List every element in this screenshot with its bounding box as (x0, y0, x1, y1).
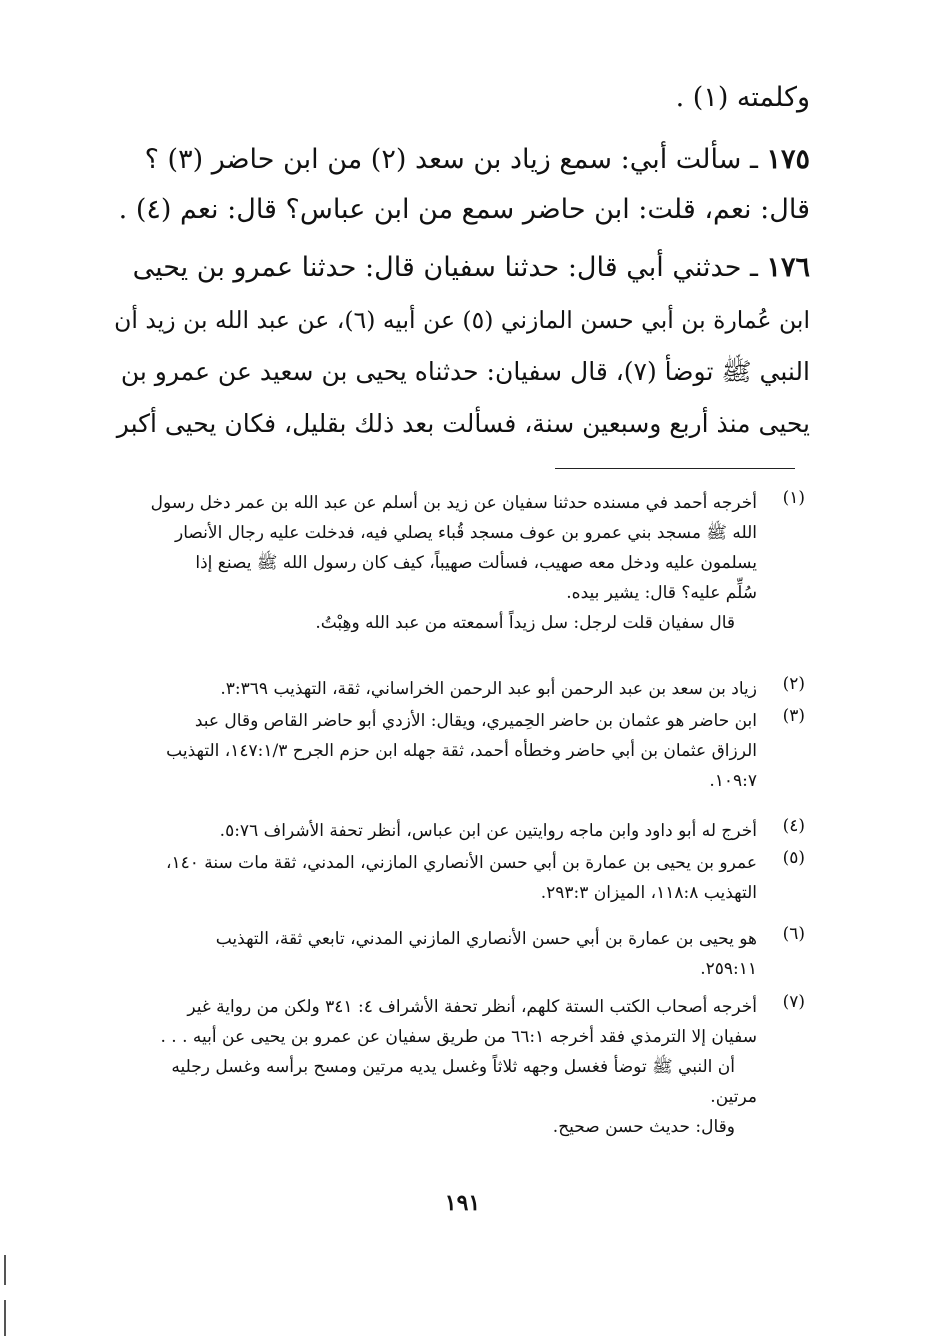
footnote-line: التهذيب ١١٨:٨، الميزان ٢٩٣:٣. (540, 883, 757, 903)
entry-176-line-1 (110, 248, 810, 288)
footnote-line: الله ﷺ مسجد بني عمرو بن عوف مسجد قُباء يصلي فيه، فدخلت عليه رجال الأنصار (175, 523, 757, 543)
footnote-line: هو يحيى بن عمارة بن أبي حسن الأنصاري المازني المدني، تابعي ثقة، التهذيب (215, 929, 757, 949)
page-number: ١٩١ (444, 1190, 481, 1216)
footnote-line: الرزاق عثمان بن أبي حاضر وخطأه أحمد، ثقة جهله ابن حزم الجرح ١٤٧:١/٣، التهذيب (166, 741, 757, 761)
entry-176-line-2: ابن عُمارة بن أبي حسن المازني (٥) عن أبيه (٦)، عن عبد الله بن زيد أن (114, 306, 810, 334)
header-text: وكلمته (١) . (675, 82, 810, 113)
footnote-number: (٣) (782, 706, 805, 726)
footnote-body (120, 992, 757, 1142)
footnote-line: وقال: حديث حسن صحيح. (552, 1117, 735, 1137)
footnote-number: (٢) (782, 674, 805, 694)
footnote-line: سُلِّم عليه؟ قال: يشير بيده. (566, 583, 757, 603)
entry-text: ـ سألت أبي: سمع زياد بن سعد (٢) من ابن حاضر (٣) ؟ (144, 144, 758, 175)
footnote-line: قال سفيان قلت لرجل: سل زيداً أسمعته من عبد الله وهِبْتُ. (315, 613, 735, 633)
footnote-body (120, 706, 757, 796)
footnote-line: أخرجه أحمد في مسنده حدثنا سفيان عن زيد بن أسلم عن عبد الله بن عمر دخل رسول (150, 493, 757, 513)
entry-text: ـ حدثني أبي قال: حدثنا سفيان قال: حدثنا عمرو بن يحيى (132, 252, 758, 283)
footnote-number: (٦) (782, 924, 805, 944)
scan-edge-mark (4, 1300, 6, 1336)
footnote-body (120, 816, 757, 846)
footnote-number: (١) (782, 488, 805, 508)
footnote-number: (٥) (782, 848, 805, 868)
header-line (110, 78, 810, 118)
footnote-line: يسلمون عليه ودخل معه صهيب، فسألت صهيباً، كيف كان رسول الله ﷺ يصنع إذا (195, 553, 757, 573)
entry-176-line-4: يحيى منذ أربع وسبعين سنة، فسألت بعد ذلك بقليل، فكان يحيى أكبر (116, 409, 810, 438)
footnote-line: أخرج له أبو داود وابن ماجه روايتين عن ابن عباس، أنظر تحفة الأشراف ٥:٧٦. (219, 821, 757, 841)
entry-number: ١٧٥ (766, 144, 810, 175)
entry-175-line-2: قال: نعم، قلت: ابن حاضر سمع من ابن عباس؟ قال: نعم (٤) . (118, 194, 810, 225)
footnote-line: سفيان إلا الترمذي فقد أخرجه ٦٦:١ من طريق سفيان عن عمرو بن يحيى عن أبيه . . . (160, 1027, 757, 1047)
footnote-line: ابن حاضر هو عثمان بن حاضر الحِميري، ويقال: الأزدي أبو حاضر القاص وقال عبد (194, 711, 757, 731)
footnote-line: أن النبي ﷺ توضأ فغسل وجهه ثلاثاً وغسل يديه مرتين ومسح برأسه وغسل رجليه (171, 1057, 735, 1077)
footnote-number: (٤) (782, 816, 805, 836)
footnote-body (120, 924, 757, 984)
footnote-body (120, 488, 757, 638)
entry-175 (110, 140, 810, 230)
footnote-number: (٧) (782, 992, 805, 1012)
footnote-line: عمرو بن يحيى بن عمارة بن أبي حسن الأنصاري المازني، المدني، ثقة مات سنة ١٤٠، (165, 853, 757, 873)
footnote-line: ١٠٩:٧. (709, 771, 757, 791)
footnote-line: زياد بن سعد بن عبد الرحمن أبو عبد الرحمن الخراساني، ثقة، التهذيب ٣:٣٦٩. (220, 679, 757, 699)
footnote-line: أخرجه أصحاب الكتب الستة كلهم، أنظر تحفة الأشراف ٤: ٣٤١ ولكن من رواية غير (187, 997, 757, 1017)
footnote-line: ٢٥٩:١١. (700, 959, 757, 979)
entry-176 (110, 248, 810, 444)
footnote-separator (555, 468, 795, 469)
footnote-line: مرتين. (710, 1087, 757, 1107)
footnote-body (120, 674, 757, 704)
footnote-body (120, 848, 757, 908)
entry-176-line-3: النبي ﷺ توضأ (٧)، قال سفيان: حدثناه يحيى بن سعيد عن عمرو بن (120, 357, 810, 386)
scan-edge-mark (4, 1255, 6, 1285)
entry-175-line-1 (110, 140, 810, 180)
entry-number: ١٧٦ (766, 252, 810, 283)
